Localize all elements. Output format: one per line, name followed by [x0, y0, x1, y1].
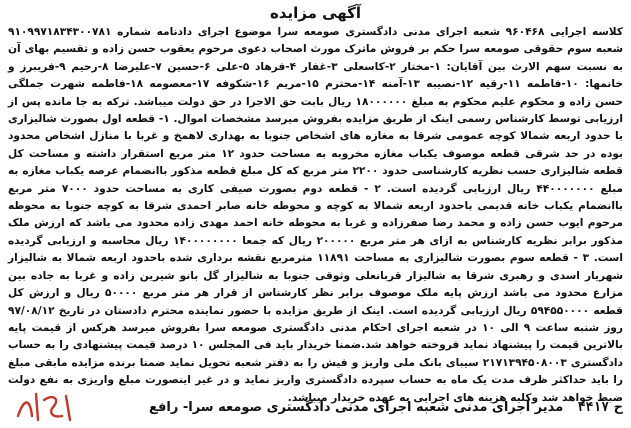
notice-body: کلاسه اجرایی ۹۶۰۴۶۸ شعبه اجرای مدنی دادگستری صومعه سرا موضوع اجرای دادنامه شماره ۹۱۰۹۹۷۱۸۳۴۳۰۰۷۸۱ شعبه سوم حقوقی صومعه سرا حکم بر فروش ماترک مورث اصحاب دعوی مرحوم یعقوب حسن زاده و تقسیم بهای آن به نسبت سهم الارث بین آقایان: ۱-مختار ۲-کاسعلی ۳-غفار ۴-فرهاد ۵-علی ۶-حسین ۷-علیرضا ۸-رحیم ۹-فریبرز و خانمها: ۱۰-فاطمه ۱۱-رقیه ۱۲-نصیبه ۱۳-آمنه ۱۴-محترم ۱۵-مریم ۱۶-شکوفه ۱۷-معصومه ۱۸-فاطمه شهرت جملگی حسن زاده و محکوم علیم محکوم به مبلغ ۱۸۰۰۰۰۰۰ ریال بابت حق الاجرا در حق دولت میباشد. ترکه به جا مانده پس از ارزیابی توسط کارشناس رسمی اینک از طریق مزایده بفروش میرسد مشخصات اموال. ۱- قطعه اول بصورت شالیزاری با حدود اربعه شمالا کوچه عمومی شرقا به مغازه های اشخاص جنوبا به بهداری لاهمخ و غربا با منازل اشخاص محدود بوده در حد شرقی قطعه موصوف یکباب مغازه مخروبه به مساحت حدود ۱۲ متر مربع استقرار داشته و مساحت کل قطعه شالیزاری حسب نظریه کارشناسی حدود ۲۲۰۰ متر مربع که کل مبلغ قطعه مذکور باانضمام عرصه یکباب مغازه به مبلغ ۴۴۰۰۰۰۰۰۰ ریال ارزیابی گردیده است. ۲ - قطعه دوم بصورت صیفی کاری به مساحت حدود ۷۰۰۰ متر مربع باانضمام یکباب خانه قدیمی باحدود اربعه شمالا به کوچه و محوطه خانه صابر احمدی شرقا به کوچه جنوبا به محوطه مرحوم ایوب حسن زاده و محمد رضا صفرزاده و غربا به محوطه خانه احمد مهدی زاده محدود می باشد که ارزش ملک مذکور برابر نظریه کارشناس به ازای هر متر مربع ۲۰۰۰۰۰ ریال که جمعا ۱۴۰۰۰۰۰۰۰۰ ریال محاسبه و ارزیابی گردیده است. ۳ - قطعه سوم بصورت شالیزاری به مساحت ۱۱۸۹۱ مترمربع نقشه برداری شده باحدود اربعه شمالا به شالیزار شهریار اسدی و رهبری شرقا به شالیزار قربانعلی وثوقی جنوبا به شالیزار گل بانو شیرین زاده و غربا به جاده بین مزارع محدود می باشد ارزش پایه ملک موصوف برابر نظر کارشناس از قرار هر متر مربع ۵۰۰۰۰ ریال و ارزش کل قطعه ۵۹۴۵۵۰۰۰۰ ریال ارزیابی گردیده است. اینک از طریق مزایده با حضور نماینده محترم دادستان در تاریخ ۹۷/۰۸/۱۲ روز شنبه ساعت ۹ الی ۱۰ در شعبه اجرای احکام مدنی دادگستری صومعه سرا بفروش میرسد هرکس از قیمت پایه بالاترین قیمت را پیشنهاد نماید فروخته خواهد شد.ضمنا خریدار باید فی المجلس ۱۰ درصد قیمت پیشنهادی را به حساب دادگستری ۲۱۷۱۳۹۴۵۰۸۰۰۳ سیبای بانک ملی واریز و فیش را به دفتر شعبه تحویل نماید ضمنا برنده مزایده مابقی مبلغ را باید حداکثر ظرف مدت یک ماه به حساب سپرده دادگستری واریز نماید و در غیر اینصورت مبلغ واریزی به نفع دولت ضبط خواهد شد وکلیه هزینه های اجرایی به عهده خریدار میباشد.	[8, 26, 624, 404]
signature-prefix: ح	[613, 400, 623, 415]
handwritten-mark-icon	[14, 390, 78, 424]
signature-text: مدیر اجرای مدنی شعبه اجرای مدنی دادگستری صومعه سرا- رافع	[148, 400, 564, 415]
notice-title: آگهی مزایده	[269, 4, 362, 22]
signature-line	[149, 400, 623, 415]
signature-code: ۴۴۱۷	[577, 400, 610, 415]
notice-footer	[8, 398, 623, 422]
